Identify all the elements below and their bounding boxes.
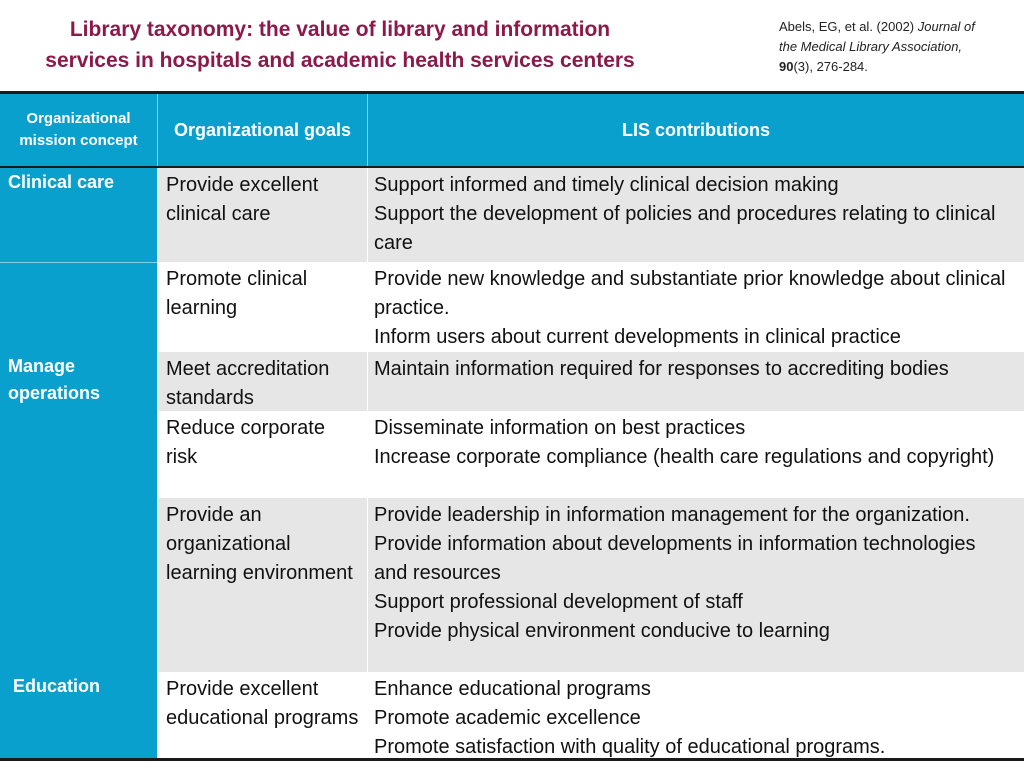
goal-cell: Meet accreditation standards (166, 358, 330, 409)
citation-issue-pages: (3), 276-284. (793, 59, 868, 74)
table-row (157, 352, 1024, 411)
contributions-cell (374, 675, 1014, 762)
contribution-item: Inform users about current developments in clinical practice (374, 326, 901, 348)
citation-volume: 90 (779, 59, 794, 74)
contribution-item: Maintain information required for responses to accrediting bodies (374, 358, 949, 380)
contribution-item: Increase corporate compliance (health care regulations and copyright) (374, 446, 995, 468)
header-goals: Organizational goals (157, 94, 367, 166)
table-row (157, 411, 1024, 498)
concept-education: Education (13, 676, 101, 696)
contribution-item: Support informed and timely clinical decision making (374, 174, 839, 196)
contribution-item: Enhance educational programs (374, 678, 651, 700)
contribution-item: Disseminate information on best practices (374, 417, 746, 439)
concept-column (0, 168, 157, 758)
contributions-cell (374, 355, 1014, 384)
title-line-2: services in hospitals and academic health services centers (45, 49, 635, 72)
concept-clinical-care: Clinical care (8, 172, 115, 192)
column-divider (367, 168, 368, 758)
citation-authors: Abels, EG, et al. (2002) (779, 19, 915, 34)
table-row (157, 262, 1024, 352)
contributions-cell (374, 171, 1014, 258)
contributions-cell (374, 414, 1014, 472)
contributions-cell (374, 501, 1014, 646)
table-row (157, 168, 1024, 262)
table-header-row (0, 94, 1024, 168)
contribution-item: Promote academic excellence (374, 707, 641, 729)
contribution-item: Provide leadership in information management for the organization. (374, 504, 970, 526)
header-contributions: LIS contributions (367, 94, 1024, 166)
column-divider (157, 168, 158, 758)
contribution-item: Provide physical environment conducive to learning (374, 620, 830, 642)
citation-journal-2: the Medical Library Association, (779, 39, 963, 54)
contribution-item: Provide new knowledge and substantiate prior knowledge about clinical practice. (374, 268, 1006, 319)
concept-manage-operations: Manage operations (8, 356, 101, 403)
header-concept: Organizational mission concept (19, 110, 138, 149)
goal-cell: Provide excellent educational programs (166, 678, 359, 729)
table-row (157, 498, 1024, 672)
contribution-item: Promote satisfaction with quality of educational programs. (374, 736, 886, 758)
title-line-1: Library taxonomy: the value of library and information (69, 18, 611, 41)
table-bottom-rule (0, 758, 1024, 761)
contribution-item: Support the development of policies and procedures relating to clinical care (374, 203, 996, 254)
contributions-cell (374, 265, 1014, 352)
contribution-item: Provide information about developments in information technologies and resources (374, 533, 976, 584)
contribution-item: Support professional development of staff (374, 591, 743, 613)
goal-cell: Promote clinical learning (166, 268, 308, 319)
goal-cell: Provide an organizational learning environment (166, 504, 353, 584)
goal-cell: Provide excellent clinical care (166, 174, 319, 225)
citation-journal-1: Journal of (917, 19, 975, 34)
concept-divider (0, 262, 157, 263)
table-row (157, 672, 1024, 758)
slide-title (0, 14, 680, 76)
goal-cell: Reduce corporate risk (166, 417, 325, 468)
citation (779, 17, 1019, 77)
